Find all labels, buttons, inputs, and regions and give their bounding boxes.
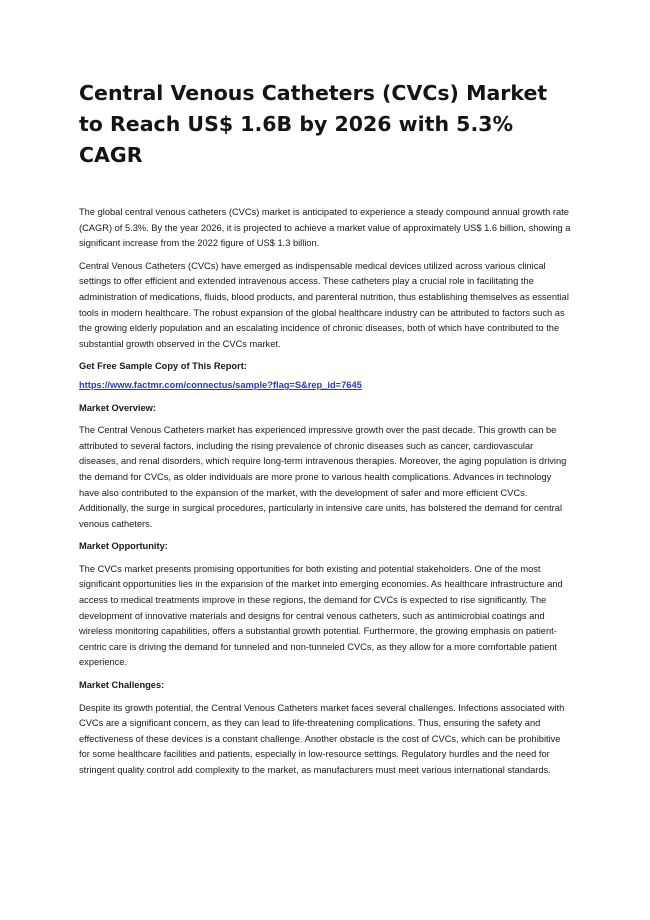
sample-report-heading: Get Free Sample Copy of This Report: — [79, 361, 247, 372]
intro-paragraph-1: The global central venous catheters (CVCs) market is anticipated to experience a steady compound annual growth rate (CAGR) of 5.3%. By the year 2026, it is projected to achieve a market value of approximately US$ 1.6 billion, showing a significant increase from the 2022 figure of US$ 1.3 billion. — [79, 207, 571, 249]
market-opportunity-heading: Market Opportunity: — [79, 541, 168, 552]
sample-report-block — [79, 359, 573, 393]
market-challenges-body: Despite its growth potential, the Central Venous Catheters market faces several challenges. Infections associated with CVCs are a significant concern, as they can lead to life-threatening complications. Thus, ensuring the safety and effectiveness of these devices is a constant challenge. Another obstacle is the cost of CVCs, which can be prohibitive for some healthcare facilities and patients, especially in low-resource settings. Regulatory hurdles and the need for stringent quality control add complexity to the market, as manufacturers must meet various international standards. — [79, 702, 565, 775]
document-title: Central Venous Catheters (CVCs) Market to Reach US$ 1.6B by 2026 with 5.3% CAGR — [79, 81, 548, 167]
market-challenges-heading: Market Challenges: — [79, 680, 165, 691]
market-overview-heading: Market Overview: — [79, 402, 156, 413]
intro-paragraph-2: Central Venous Catheters (CVCs) have emerged as indispensable medical devices utilized across various clinical settings to offer efficient and extended intravenous access. These catheters play a crucial role in facilitating the administration of medications, fluids, blood products, and parenteral nutrition, thus establishing themselves as essential tools in modern healthcare. The robust expansion of the global healthcare industry can be attributed to factors such as the growing elderly population and an escalating incidence of chronic diseases, both of which have contributed to the substantial growth observed in the CVCs market. — [79, 260, 569, 349]
sample-report-link[interactable]: https://www.factmr.com/connectus/sample?flag=S&rep_id=7645 — [79, 379, 362, 390]
market-opportunity-body: The CVCs market presents promising opportunities for both existing and potential stakeholders. One of the most significant opportunities lies in the expansion of the market into emerging economies. As healthcare infrastructure and access to medical treatments improve in these regions, the demand for CVCs is expected to rise significantly. The development of innovative materials and designs for central venous catheters, such as antimicrobial coatings and wireless monitoring capabilities, offers a substantial growth potential. Furthermore, the growing emphasis on patient-centric care is driving the demand for tunneled and non-tunneled CVCs, as they allow for a more comfortable patient experience. — [79, 563, 563, 668]
market-overview-body: The Central Venous Catheters market has experienced impressive growth over the past decade. This growth can be attributed to several factors, including the rising prevalence of chronic diseases such as cancer, cardiovascular diseases, and renal disorders, which require long-term intravenous therapies. Moreover, the aging population is driving the demand for CVCs, as older individuals are more prone to various health complications. Advances in technology have also contributed to the expansion of the market, with the development of safer and more efficient CVCs. Additionally, the surge in surgical procedures, particularly in intensive care units, has bolstered the demand for central venous catheters. — [79, 425, 567, 529]
document-page — [79, 78, 573, 786]
